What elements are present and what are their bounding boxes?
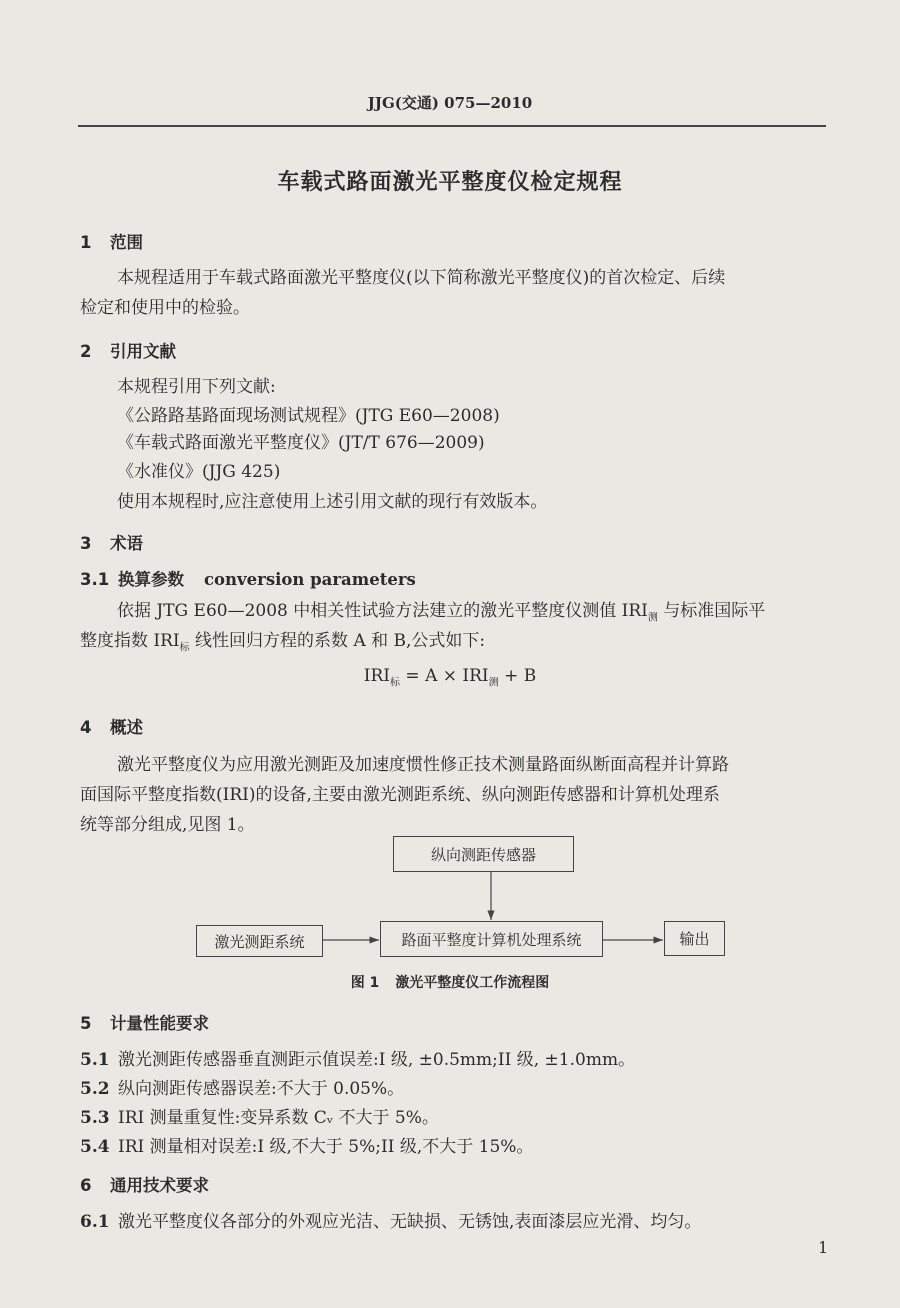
figure-title: 激光平整度仪工作流程图	[395, 975, 550, 991]
text: 与标准国际平	[663, 601, 766, 621]
section-title: 引用文献	[110, 342, 176, 361]
reference-item: 《车载式路面激光平整度仪》(JT/T 676—2009)	[117, 433, 485, 453]
item-text: IRI 测量重复性:变异系数 Cᵥ 不大于 5%。	[118, 1108, 439, 1128]
subscript: 标	[179, 642, 190, 654]
section-title: 概述	[110, 718, 143, 737]
formula-part: + B	[498, 666, 537, 686]
requirement-item	[80, 1108, 439, 1128]
subscript: 测	[488, 677, 499, 689]
section-title: 术语	[110, 534, 143, 553]
item-number: 6.1	[80, 1212, 110, 1232]
formula-part: IRI	[363, 666, 391, 686]
term-title: 换算参数	[118, 570, 184, 589]
page-title: 车载式路面激光平整度仪检定规程	[277, 170, 623, 195]
reference-item: 《水准仪》(JJG 425)	[117, 462, 281, 482]
formula-part: = A × IRI	[400, 666, 489, 686]
item-number: 5.3	[80, 1108, 110, 1128]
section-title: 计量性能要求	[110, 1014, 209, 1033]
item-text: 激光平整度仪各部分的外观应光洁、无缺损、无锈蚀,表面漆层应光滑、均匀。	[118, 1212, 702, 1232]
item-number: 5.4	[80, 1137, 110, 1157]
diagram-box-processing-system: 路面平整度计算机处理系统	[380, 921, 603, 957]
subscript: 测	[647, 612, 658, 624]
section-number: 2	[80, 342, 92, 361]
paragraph-line: 激光平整度仪为应用激光测距及加速度惯性修正技术测量路面纵断面高程并计算路	[117, 755, 729, 775]
text: 线性回归方程的系数 A 和 B,公式如下:	[195, 631, 486, 651]
term-title-en: conversion parameters	[204, 570, 416, 589]
requirement-item	[80, 1079, 404, 1099]
diagram-box-output: 输出	[664, 921, 725, 956]
figure-caption	[0, 973, 900, 993]
subsection-number: 3.1	[80, 570, 110, 589]
item-text: 纵向测距传感器误差:不大于 0.05%。	[118, 1079, 405, 1099]
diagram-box-longitudinal-sensor: 纵向测距传感器	[393, 836, 574, 872]
page-number: 1	[818, 1238, 829, 1257]
section-number: 4	[80, 718, 92, 737]
paragraph-line: 使用本规程时,应注意使用上述引用文献的现行有效版本。	[117, 492, 548, 512]
paragraph-line: 本规程引用下列文献:	[117, 377, 276, 397]
paragraph-line: 检定和使用中的检验。	[80, 298, 250, 318]
requirement-item	[80, 1137, 533, 1157]
figure-number: 图 1	[350, 975, 380, 991]
diagram-box-laser-ranging: 激光测距系统	[196, 925, 323, 957]
section-title: 通用技术要求	[110, 1176, 209, 1195]
section-number: 1	[80, 233, 92, 252]
item-text: 激光测距传感器垂直测距示值误差:I 级, ±0.5mm;II 级, ±1.0mm。	[118, 1050, 636, 1070]
paragraph-line: 本规程适用于车载式路面激光平整度仪(以下简称激光平整度仪)的首次检定、后续	[117, 268, 726, 288]
item-number: 5.1	[80, 1050, 110, 1070]
text: 依据 JTG E60—2008 中相关性试验方法建立的激光平整度仪测值 IRI	[117, 601, 648, 621]
section-number: 5	[80, 1014, 92, 1033]
section-number: 3	[80, 534, 92, 553]
section-title: 范围	[110, 233, 143, 252]
paragraph-line: 面国际平整度指数(IRI)的设备,主要由激光测距系统、纵向测距传感器和计算机处理系	[80, 785, 720, 805]
item-text: IRI 测量相对误差:I 级,不大于 5%;II 级,不大于 15%。	[118, 1137, 534, 1157]
reference-item: 《公路路基路面现场测试规程》(JTG E60—2008)	[117, 406, 500, 426]
subscript: 标	[390, 677, 401, 689]
running-header: JJG(交通) 075—2010	[367, 94, 533, 112]
text: 整度指数 IRI	[80, 631, 180, 651]
requirement-item	[80, 1050, 635, 1070]
section-number: 6	[80, 1176, 92, 1195]
section-6-heading	[80, 1176, 209, 1196]
requirement-item	[80, 1212, 701, 1232]
item-number: 5.2	[80, 1079, 110, 1099]
section-5-heading	[80, 1014, 209, 1034]
paragraph-line: 统等部分组成,见图 1。	[80, 815, 255, 835]
